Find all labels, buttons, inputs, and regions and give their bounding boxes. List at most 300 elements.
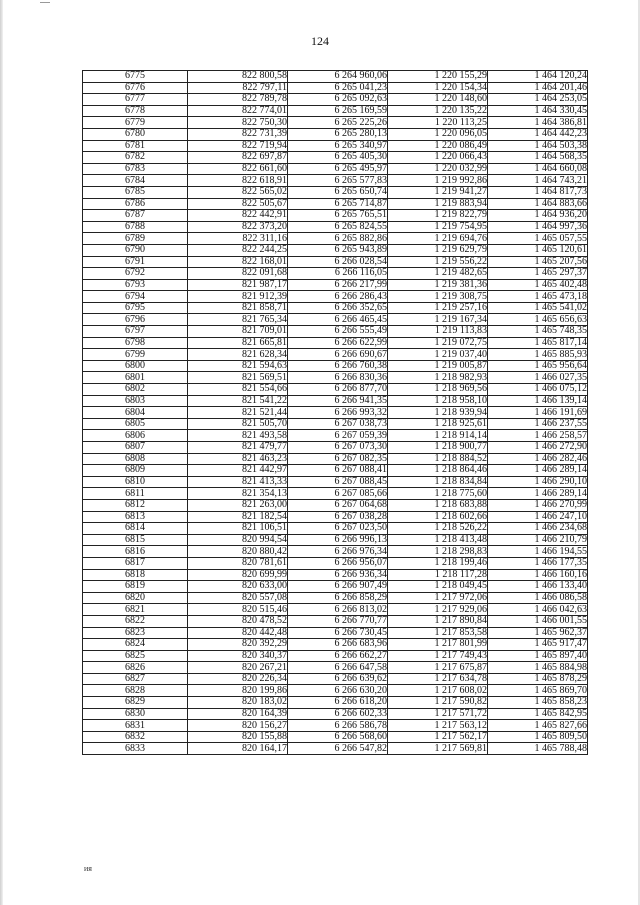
point-id-cell: 6793 (83, 279, 188, 291)
x2-coordinate-cell: 1 220 086,49 (388, 140, 488, 152)
x-coordinate-cell: 821 554,66 (188, 384, 288, 396)
x-coordinate-cell: 822 731,39 (188, 128, 288, 140)
y-coordinate-cell: 6 265 169,59 (288, 105, 388, 117)
y2-coordinate-cell: 1 464 503,38 (488, 140, 588, 152)
x-coordinate-cell: 821 521,44 (188, 407, 288, 419)
x2-coordinate-cell: 1 219 822,79 (388, 210, 488, 222)
x-coordinate-cell: 820 183,02 (188, 697, 288, 709)
y2-coordinate-cell: 1 465 827,66 (488, 720, 588, 732)
x-coordinate-cell: 820 226,34 (188, 673, 288, 685)
y2-coordinate-cell: 1 466 234,68 (488, 523, 588, 535)
x2-coordinate-cell: 1 218 969,56 (388, 384, 488, 396)
y2-coordinate-cell: 1 465 541,02 (488, 302, 588, 314)
x2-coordinate-cell: 1 219 257,16 (388, 302, 488, 314)
table-row (83, 407, 588, 419)
y-coordinate-cell: 6 265 650,74 (288, 186, 388, 198)
x2-coordinate-cell: 1 218 049,45 (388, 581, 488, 593)
x-coordinate-cell: 820 515,46 (188, 604, 288, 616)
y2-coordinate-cell: 1 465 897,40 (488, 650, 588, 662)
x-coordinate-cell: 820 880,42 (188, 546, 288, 558)
point-id-cell: 6805 (83, 418, 188, 430)
y2-coordinate-cell: 1 464 936,20 (488, 210, 588, 222)
y2-coordinate-cell: 1 465 748,35 (488, 326, 588, 338)
x-coordinate-cell: 821 541,22 (188, 395, 288, 407)
x2-coordinate-cell: 1 218 914,14 (388, 430, 488, 442)
point-id-cell: 6812 (83, 499, 188, 511)
x2-coordinate-cell: 1 219 037,40 (388, 349, 488, 361)
x2-coordinate-cell: 1 219 992,86 (388, 175, 488, 187)
y-coordinate-cell: 6 266 568,60 (288, 731, 388, 743)
table-row (83, 743, 588, 755)
table-row (83, 221, 588, 233)
table-row (83, 488, 588, 500)
x2-coordinate-cell: 1 218 199,46 (388, 557, 488, 569)
point-id-cell: 6833 (83, 743, 188, 755)
y-coordinate-cell: 6 266 639,62 (288, 673, 388, 685)
table-row (83, 326, 588, 338)
y2-coordinate-cell: 1 466 194,55 (488, 546, 588, 558)
point-id-cell: 6820 (83, 592, 188, 604)
y2-coordinate-cell: 1 465 956,64 (488, 360, 588, 372)
x-coordinate-cell: 820 442,48 (188, 627, 288, 639)
x-coordinate-cell: 821 263,00 (188, 499, 288, 511)
table-row (83, 186, 588, 198)
x-coordinate-cell: 822 618,91 (188, 175, 288, 187)
x2-coordinate-cell: 1 218 775,60 (388, 488, 488, 500)
table-row (83, 499, 588, 511)
table-row (83, 302, 588, 314)
y-coordinate-cell: 6 265 765,51 (288, 210, 388, 222)
x-coordinate-cell: 821 665,81 (188, 337, 288, 349)
point-id-cell: 6828 (83, 685, 188, 697)
table-row (83, 465, 588, 477)
y2-coordinate-cell: 1 464 997,36 (488, 221, 588, 233)
x2-coordinate-cell: 1 217 801,99 (388, 639, 488, 651)
table-row (83, 140, 588, 152)
x-coordinate-cell: 820 994,54 (188, 534, 288, 546)
y-coordinate-cell: 6 267 085,66 (288, 488, 388, 500)
y-coordinate-cell: 6 265 041,23 (288, 82, 388, 94)
y2-coordinate-cell: 1 464 253,05 (488, 94, 588, 106)
x-coordinate-cell: 822 789,78 (188, 94, 288, 106)
x-coordinate-cell: 821 354,13 (188, 488, 288, 500)
point-id-cell: 6810 (83, 476, 188, 488)
y-coordinate-cell: 6 266 936,34 (288, 569, 388, 581)
x2-coordinate-cell: 1 218 526,22 (388, 523, 488, 535)
y-coordinate-cell: 6 266 690,67 (288, 349, 388, 361)
point-id-cell: 6832 (83, 731, 188, 743)
point-id-cell: 6811 (83, 488, 188, 500)
x-coordinate-cell: 820 199,86 (188, 685, 288, 697)
y-coordinate-cell: 6 264 960,06 (288, 71, 388, 83)
point-id-cell: 6786 (83, 198, 188, 210)
table-row (83, 662, 588, 674)
x-coordinate-cell: 820 164,17 (188, 743, 288, 755)
y2-coordinate-cell: 1 465 917,47 (488, 639, 588, 651)
x-coordinate-cell: 822 505,67 (188, 198, 288, 210)
table-row (83, 244, 588, 256)
x2-coordinate-cell: 1 218 982,93 (388, 372, 488, 384)
x2-coordinate-cell: 1 217 749,43 (388, 650, 488, 662)
y2-coordinate-cell: 1 464 660,08 (488, 163, 588, 175)
x-coordinate-cell: 822 442,91 (188, 210, 288, 222)
x2-coordinate-cell: 1 218 884,52 (388, 453, 488, 465)
x2-coordinate-cell: 1 220 066,43 (388, 152, 488, 164)
x2-coordinate-cell: 1 218 834,84 (388, 476, 488, 488)
y2-coordinate-cell: 1 465 473,18 (488, 291, 588, 303)
y2-coordinate-cell: 1 466 177,35 (488, 557, 588, 569)
y2-coordinate-cell: 1 465 817,14 (488, 337, 588, 349)
table-row (83, 384, 588, 396)
y-coordinate-cell: 6 266 730,45 (288, 627, 388, 639)
y2-coordinate-cell: 1 464 120,24 (488, 71, 588, 83)
y-coordinate-cell: 6 265 225,26 (288, 117, 388, 129)
table-row (83, 639, 588, 651)
point-id-cell: 6825 (83, 650, 188, 662)
table-row (83, 708, 588, 720)
point-id-cell: 6790 (83, 244, 188, 256)
y2-coordinate-cell: 1 465 120,61 (488, 244, 588, 256)
x-coordinate-cell: 822 800,58 (188, 71, 288, 83)
y-coordinate-cell: 6 267 073,30 (288, 442, 388, 454)
y2-coordinate-cell: 1 466 027,35 (488, 372, 588, 384)
point-id-cell: 6777 (83, 94, 188, 106)
x2-coordinate-cell: 1 218 900,77 (388, 442, 488, 454)
y-coordinate-cell: 6 266 622,99 (288, 337, 388, 349)
y2-coordinate-cell: 1 466 160,16 (488, 569, 588, 581)
y2-coordinate-cell: 1 465 869,70 (488, 685, 588, 697)
x-coordinate-cell: 822 661,60 (188, 163, 288, 175)
y-coordinate-cell: 6 266 996,13 (288, 534, 388, 546)
y2-coordinate-cell: 1 464 201,46 (488, 82, 588, 94)
y-coordinate-cell: 6 266 286,43 (288, 291, 388, 303)
point-id-cell: 6789 (83, 233, 188, 245)
y2-coordinate-cell: 1 466 270,99 (488, 499, 588, 511)
x-coordinate-cell: 820 267,21 (188, 662, 288, 674)
point-id-cell: 6780 (83, 128, 188, 140)
table-row (83, 105, 588, 117)
x-coordinate-cell: 821 505,70 (188, 418, 288, 430)
y2-coordinate-cell: 1 466 001,55 (488, 615, 588, 627)
point-id-cell: 6806 (83, 430, 188, 442)
x2-coordinate-cell: 1 219 381,36 (388, 279, 488, 291)
x-coordinate-cell: 820 156,27 (188, 720, 288, 732)
x2-coordinate-cell: 1 217 569,81 (388, 743, 488, 755)
y2-coordinate-cell: 1 466 272,90 (488, 442, 588, 454)
y2-coordinate-cell: 1 466 289,14 (488, 465, 588, 477)
y2-coordinate-cell: 1 465 962,37 (488, 627, 588, 639)
x-coordinate-cell: 821 413,33 (188, 476, 288, 488)
point-id-cell: 6804 (83, 407, 188, 419)
y-coordinate-cell: 6 266 647,58 (288, 662, 388, 674)
y2-coordinate-cell: 1 466 289,14 (488, 488, 588, 500)
x2-coordinate-cell: 1 218 602,66 (388, 511, 488, 523)
y-coordinate-cell: 6 266 907,49 (288, 581, 388, 593)
x2-coordinate-cell: 1 220 096,05 (388, 128, 488, 140)
x-coordinate-cell: 821 106,51 (188, 523, 288, 535)
x-coordinate-cell: 822 373,20 (188, 221, 288, 233)
scan-mark (40, 2, 50, 3)
x2-coordinate-cell: 1 219 694,76 (388, 233, 488, 245)
point-id-cell: 6814 (83, 523, 188, 535)
x-coordinate-cell: 821 765,34 (188, 314, 288, 326)
x-coordinate-cell: 820 155,88 (188, 731, 288, 743)
x-coordinate-cell: 822 091,68 (188, 268, 288, 280)
x-coordinate-cell: 821 442,97 (188, 465, 288, 477)
point-id-cell: 6822 (83, 615, 188, 627)
table-row (83, 395, 588, 407)
x2-coordinate-cell: 1 217 972,06 (388, 592, 488, 604)
x2-coordinate-cell: 1 220 148,60 (388, 94, 488, 106)
point-id-cell: 6819 (83, 581, 188, 593)
x2-coordinate-cell: 1 220 113,25 (388, 117, 488, 129)
y2-coordinate-cell: 1 465 788,48 (488, 743, 588, 755)
y2-coordinate-cell: 1 465 858,23 (488, 697, 588, 709)
y2-coordinate-cell: 1 466 133,40 (488, 581, 588, 593)
y-coordinate-cell: 6 266 813,02 (288, 604, 388, 616)
y-coordinate-cell: 6 266 760,38 (288, 360, 388, 372)
footer-mark: ия (84, 864, 92, 873)
point-id-cell: 6816 (83, 546, 188, 558)
point-id-cell: 6796 (83, 314, 188, 326)
table-row (83, 731, 588, 743)
y2-coordinate-cell: 1 465 297,37 (488, 268, 588, 280)
y2-coordinate-cell: 1 464 386,81 (488, 117, 588, 129)
x2-coordinate-cell: 1 219 629,79 (388, 244, 488, 256)
point-id-cell: 6795 (83, 302, 188, 314)
x-coordinate-cell: 820 164,39 (188, 708, 288, 720)
y-coordinate-cell: 6 265 943,89 (288, 244, 388, 256)
page-number: 124 (311, 34, 329, 48)
x2-coordinate-cell: 1 219 883,94 (388, 198, 488, 210)
y-coordinate-cell: 6 266 116,05 (288, 268, 388, 280)
x-coordinate-cell: 820 392,29 (188, 639, 288, 651)
table-row (83, 650, 588, 662)
point-id-cell: 6808 (83, 453, 188, 465)
y-coordinate-cell: 6 266 028,54 (288, 256, 388, 268)
y2-coordinate-cell: 1 466 075,12 (488, 384, 588, 396)
point-id-cell: 6782 (83, 152, 188, 164)
x2-coordinate-cell: 1 219 072,75 (388, 337, 488, 349)
point-id-cell: 6830 (83, 708, 188, 720)
table-row (83, 337, 588, 349)
table-row (83, 349, 588, 361)
table-row (83, 720, 588, 732)
y-coordinate-cell: 6 266 630,20 (288, 685, 388, 697)
x2-coordinate-cell: 1 217 890,84 (388, 615, 488, 627)
y2-coordinate-cell: 1 464 743,21 (488, 175, 588, 187)
x-coordinate-cell: 821 858,71 (188, 302, 288, 314)
table-row (83, 163, 588, 175)
y-coordinate-cell: 6 266 956,07 (288, 557, 388, 569)
table-row (83, 697, 588, 709)
x-coordinate-cell: 822 750,30 (188, 117, 288, 129)
y-coordinate-cell: 6 266 830,36 (288, 372, 388, 384)
x2-coordinate-cell: 1 219 167,34 (388, 314, 488, 326)
point-id-cell: 6800 (83, 360, 188, 372)
y-coordinate-cell: 6 266 465,45 (288, 314, 388, 326)
y2-coordinate-cell: 1 466 086,58 (488, 592, 588, 604)
x2-coordinate-cell: 1 218 298,83 (388, 546, 488, 558)
y-coordinate-cell: 6 267 064,68 (288, 499, 388, 511)
point-id-cell: 6823 (83, 627, 188, 639)
y2-coordinate-cell: 1 466 290,10 (488, 476, 588, 488)
point-id-cell: 6815 (83, 534, 188, 546)
table-row (83, 615, 588, 627)
x-coordinate-cell: 821 182,54 (188, 511, 288, 523)
coordinates-table-body (83, 71, 588, 755)
table-row (83, 592, 588, 604)
table-row (83, 94, 588, 106)
x2-coordinate-cell: 1 219 113,83 (388, 326, 488, 338)
x2-coordinate-cell: 1 218 683,88 (388, 499, 488, 511)
point-id-cell: 6821 (83, 604, 188, 616)
point-id-cell: 6807 (83, 442, 188, 454)
coordinates-table (82, 70, 588, 755)
y2-coordinate-cell: 1 465 842,95 (488, 708, 588, 720)
y2-coordinate-cell: 1 466 258,57 (488, 430, 588, 442)
point-id-cell: 6797 (83, 326, 188, 338)
y-coordinate-cell: 6 266 547,82 (288, 743, 388, 755)
point-id-cell: 6788 (83, 221, 188, 233)
y2-coordinate-cell: 1 466 139,14 (488, 395, 588, 407)
x-coordinate-cell: 821 912,39 (188, 291, 288, 303)
y2-coordinate-cell: 1 466 042,63 (488, 604, 588, 616)
y-coordinate-cell: 6 266 770,77 (288, 615, 388, 627)
point-id-cell: 6775 (83, 71, 188, 83)
x-coordinate-cell: 822 719,94 (188, 140, 288, 152)
x2-coordinate-cell: 1 219 482,65 (388, 268, 488, 280)
point-id-cell: 6824 (83, 639, 188, 651)
y-coordinate-cell: 6 265 714,87 (288, 198, 388, 210)
x-coordinate-cell: 821 569,51 (188, 372, 288, 384)
x2-coordinate-cell: 1 217 853,58 (388, 627, 488, 639)
y2-coordinate-cell: 1 464 883,66 (488, 198, 588, 210)
x2-coordinate-cell: 1 217 571,72 (388, 708, 488, 720)
point-id-cell: 6809 (83, 465, 188, 477)
y-coordinate-cell: 6 266 941,35 (288, 395, 388, 407)
y2-coordinate-cell: 1 466 247,10 (488, 511, 588, 523)
y2-coordinate-cell: 1 465 878,29 (488, 673, 588, 685)
table-row (83, 557, 588, 569)
point-id-cell: 6778 (83, 105, 188, 117)
y-coordinate-cell: 6 265 577,83 (288, 175, 388, 187)
x2-coordinate-cell: 1 220 032,99 (388, 163, 488, 175)
table-row (83, 360, 588, 372)
x2-coordinate-cell: 1 219 005,87 (388, 360, 488, 372)
y2-coordinate-cell: 1 464 817,73 (488, 186, 588, 198)
y2-coordinate-cell: 1 465 656,63 (488, 314, 588, 326)
x-coordinate-cell: 821 479,77 (188, 442, 288, 454)
x-coordinate-cell: 820 340,37 (188, 650, 288, 662)
point-id-cell: 6817 (83, 557, 188, 569)
point-id-cell: 6787 (83, 210, 188, 222)
x2-coordinate-cell: 1 220 135,22 (388, 105, 488, 117)
y-coordinate-cell: 6 266 858,29 (288, 592, 388, 604)
y-coordinate-cell: 6 265 495,97 (288, 163, 388, 175)
x-coordinate-cell: 820 633,00 (188, 581, 288, 593)
y-coordinate-cell: 6 266 683,96 (288, 639, 388, 651)
table-row (83, 476, 588, 488)
x2-coordinate-cell: 1 217 608,02 (388, 685, 488, 697)
table-row (83, 279, 588, 291)
table-row (83, 128, 588, 140)
table-row (83, 546, 588, 558)
point-id-cell: 6831 (83, 720, 188, 732)
x-coordinate-cell: 820 699,99 (188, 569, 288, 581)
x-coordinate-cell: 821 987,17 (188, 279, 288, 291)
y-coordinate-cell: 6 266 618,20 (288, 697, 388, 709)
y-coordinate-cell: 6 265 340,97 (288, 140, 388, 152)
table-row (83, 569, 588, 581)
table-row (83, 291, 588, 303)
x-coordinate-cell: 821 463,23 (188, 453, 288, 465)
x2-coordinate-cell: 1 219 941,27 (388, 186, 488, 198)
point-id-cell: 6827 (83, 673, 188, 685)
table-row (83, 268, 588, 280)
y-coordinate-cell: 6 266 217,99 (288, 279, 388, 291)
y-coordinate-cell: 6 266 662,27 (288, 650, 388, 662)
point-id-cell: 6785 (83, 186, 188, 198)
y2-coordinate-cell: 1 464 442,23 (488, 128, 588, 140)
x2-coordinate-cell: 1 218 939,94 (388, 407, 488, 419)
y-coordinate-cell: 6 266 993,32 (288, 407, 388, 419)
table-row (83, 673, 588, 685)
x2-coordinate-cell: 1 218 958,10 (388, 395, 488, 407)
x-coordinate-cell: 821 628,34 (188, 349, 288, 361)
table-row (83, 534, 588, 546)
y-coordinate-cell: 6 265 092,63 (288, 94, 388, 106)
y2-coordinate-cell: 1 465 809,50 (488, 731, 588, 743)
point-id-cell: 6781 (83, 140, 188, 152)
x2-coordinate-cell: 1 217 563,12 (388, 720, 488, 732)
table-row (83, 581, 588, 593)
table-row (83, 256, 588, 268)
table-row (83, 511, 588, 523)
x-coordinate-cell: 822 774,01 (188, 105, 288, 117)
table-row (83, 627, 588, 639)
table-row (83, 314, 588, 326)
y-coordinate-cell: 6 266 602,33 (288, 708, 388, 720)
y2-coordinate-cell: 1 465 207,56 (488, 256, 588, 268)
y-coordinate-cell: 6 267 059,39 (288, 430, 388, 442)
x2-coordinate-cell: 1 219 308,75 (388, 291, 488, 303)
y2-coordinate-cell: 1 466 237,55 (488, 418, 588, 430)
table-row (83, 685, 588, 697)
y2-coordinate-cell: 1 466 191,69 (488, 407, 588, 419)
y2-coordinate-cell: 1 464 330,45 (488, 105, 588, 117)
point-id-cell: 6776 (83, 82, 188, 94)
point-id-cell: 6801 (83, 372, 188, 384)
y2-coordinate-cell: 1 464 568,35 (488, 152, 588, 164)
point-id-cell: 6783 (83, 163, 188, 175)
point-id-cell: 6802 (83, 384, 188, 396)
x-coordinate-cell: 820 557,08 (188, 592, 288, 604)
y-coordinate-cell: 6 267 088,45 (288, 476, 388, 488)
x-coordinate-cell: 820 781,61 (188, 557, 288, 569)
y2-coordinate-cell: 1 465 884,98 (488, 662, 588, 674)
point-id-cell: 6791 (83, 256, 188, 268)
table-row (83, 71, 588, 83)
x2-coordinate-cell: 1 217 634,78 (388, 673, 488, 685)
y-coordinate-cell: 6 267 082,35 (288, 453, 388, 465)
y2-coordinate-cell: 1 466 282,46 (488, 453, 588, 465)
x-coordinate-cell: 822 565,02 (188, 186, 288, 198)
x2-coordinate-cell: 1 218 925,61 (388, 418, 488, 430)
table-row (83, 418, 588, 430)
x2-coordinate-cell: 1 219 754,95 (388, 221, 488, 233)
point-id-cell: 6803 (83, 395, 188, 407)
